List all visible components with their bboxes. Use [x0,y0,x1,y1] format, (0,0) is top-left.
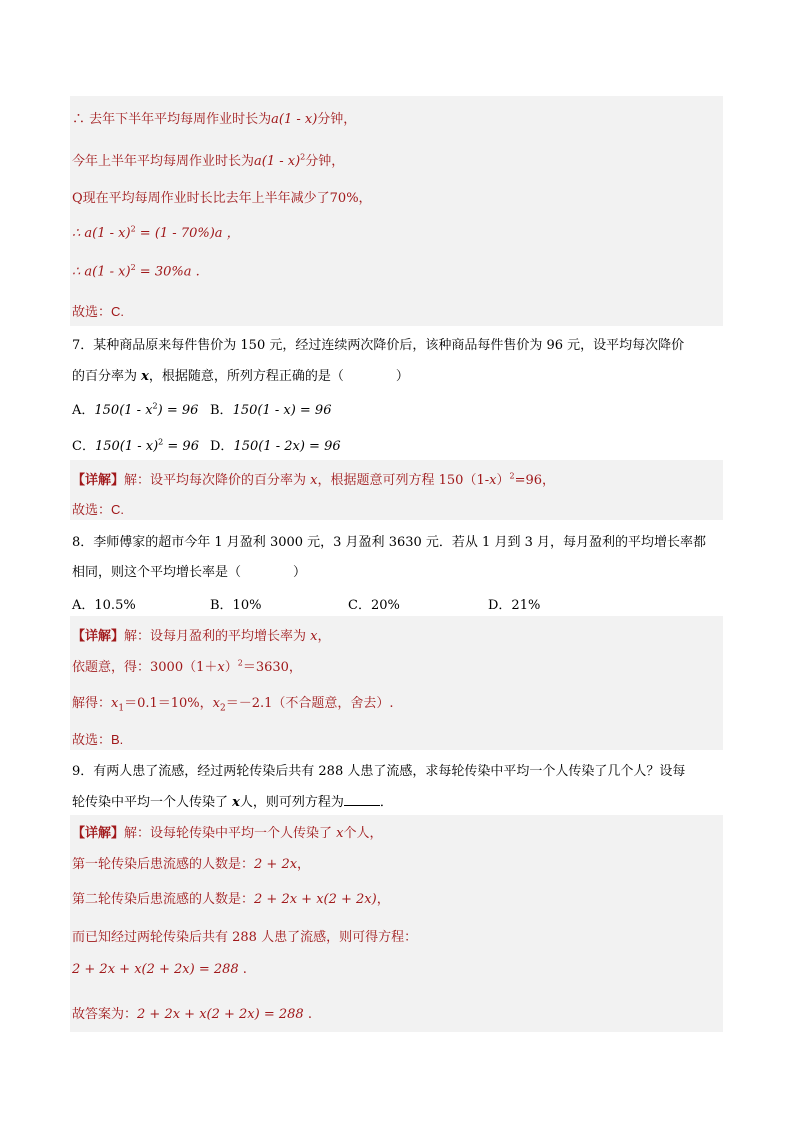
q9-detail-line-1: 【详解】解：设每轮传染中平均一个人传染了 x个人， [72,826,383,841]
q7-option-a: A．$150(1 - x^2) = 96$ [72,401,199,418]
q9-stem-line-2: 轮传染中平均一个人传染了 x人，则可列方程为 ． [72,795,393,810]
q8-detail-line-2: 依题意，得：$3000(1+x)^2=3630$， [72,658,302,675]
q7-stem-line-2: 的百分率为 x，根据随意，所列方程正确的是（ ） [72,369,409,384]
q8-option-a: A．10.5% [72,598,136,613]
q8-detail-line-3: 解得：$x_1=0.1=10\%$，$x_2=-2.1$（不合题意，舍去）. [72,696,394,714]
q9-detail-line-2: 第一轮传染后患流感的人数是：2 + 2x， [72,857,311,872]
q8-option-d: D．21% [488,598,541,613]
prev-solution-block [70,96,723,326]
q8-option-b: B．10% [210,598,262,613]
q9-detail-line-3: 第二轮传染后患流感的人数是：2 + 2x + x(2 + 2x)， [72,892,390,907]
q8-stem-line-2: 相同，则这个平均增长率是（ ） [72,565,307,580]
q9-answer: 故答案为：2 + 2x + x(2 + 2x) = 288 . [72,1007,312,1022]
q9-solution-block [70,815,723,1032]
q7-detail: 【详解】解：设平均每次降价的百分率为 x，根据题意可列方程 $150(1-x)^2=96$， [72,471,555,488]
q7-option-d: D．150(1 - 2x) = 96 [210,439,341,454]
prev-line-5: ∴ a(1 - x)$^2$ = 30%a . [72,263,200,280]
q8-option-c: C．20% [348,598,400,613]
q7-option-c: C．150(1 - x)$^2$ = 96 [72,437,199,454]
q9-detail-line-4: 而已知经过两轮传染后共有 288 人患了流感，则可得方程： [72,930,418,945]
prev-line-1: ∴ 去年下半年平均每周作业时长为a(1 - x)分钟， [72,112,357,127]
prev-answer: 故选：C. [72,304,125,319]
q7-answer: 故选：C. [72,502,125,517]
q8-answer: 故选：B. [72,732,124,747]
q8-detail-line-1: 【详解】解：设每月盈利的平均增长率为 x， [72,629,331,644]
prev-line-4: ∴ a(1 - x)$^2$ = (1 - 70%)a ， [72,224,240,241]
prev-line-3: Q现在平均每周作业时长比去年上半年减少了70%， [72,191,372,206]
q7-option-b: B．150(1 - x) = 96 [210,403,332,418]
prev-line-2: 今年上半年平均每周作业时长为a(1 - x)$^2$分钟， [72,152,345,169]
q9-stem-line-1: 9．有两人患了流感，经过两轮传染后共有 288 人患了流感，求每轮传染中平均一个人传染了几个人？设每 [72,764,686,779]
q7-stem-line-1: 7．某种商品原来每件售价为 150 元，经过连续两次降价后，该种商品每件售价为 96 元，设平均每次降价 [72,338,685,353]
answer-blank[interactable] [344,793,380,806]
q8-stem-line-1: 8．李师傅家的超市今年 1 月盈利 3000 元，3 月盈利 3630 元．若从 1 月到 3 月，每月盈利的平均增长率都 [72,535,706,550]
q9-detail-line-5: 2 + 2x + x(2 + 2x) = 288 . [72,962,247,977]
